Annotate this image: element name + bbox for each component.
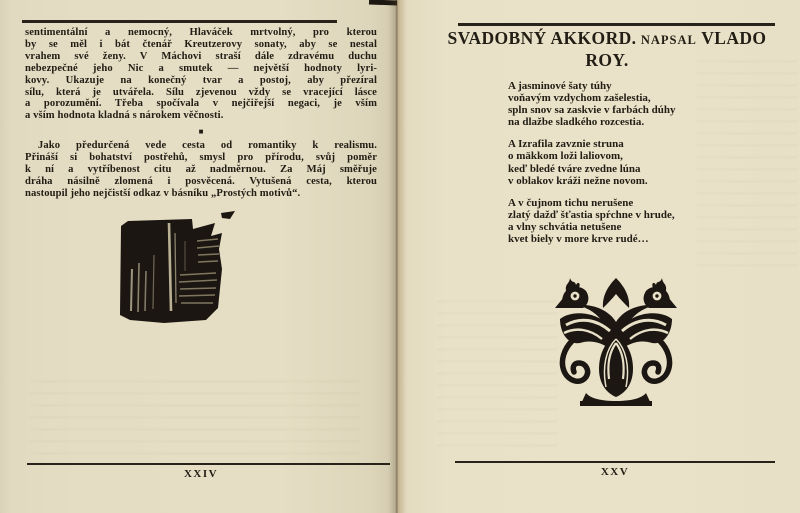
text-line: sentimentální a nemocný, Hlaváček mrtvolný, pro kterou [25,27,377,38]
right-page [397,0,800,513]
text-line: o mäkkom loži laliovom, [508,150,623,163]
right-bottom-rule [455,461,775,463]
text-line: keď bledé tváre zvedne lúna [508,162,641,175]
text-line: voňavým vzdychom zašelestia, [508,92,651,105]
right-page-number: XXV [600,466,630,478]
show-through-ghosting [437,300,557,450]
text-line: a porozumění. Třeba spočívala v nejčiřejší negaci, je vším [25,98,377,110]
text-line: nastoupil jeho nejčistší odkaz v básníku „Prostých motivů“. [25,187,301,199]
text-line: a vlny schvátia netušene [508,220,622,233]
text-line: dráha násilně zlomená i posvěcená. Vytušená cesta, kterou [25,175,377,187]
text-line: A jasminové šaty túhy [508,80,612,92]
left-top-rule [22,20,337,23]
poem-body [508,80,788,255]
left-page-number: XXIV [183,468,219,480]
scan-edge-mark [369,0,397,5]
left-paragraph-1 [25,27,377,122]
left-bottom-rule [27,463,390,465]
title-byline: NAPSAL [640,33,697,47]
text-line: k ní a vytříbenost citu až nadměrnou. Za Máj směřuje [25,163,377,175]
text-line: sílu, která je utvářela. Sílu zjevenou vždy se vracející lásce [25,86,377,98]
poem-stanza-3 [508,197,788,245]
title-author-last: ROY. [585,50,629,70]
poem-stanza-2 [508,138,788,186]
text-line: Přináší si bohatství postřehů, smysl pro přírodu, svůj poměr [25,151,377,163]
birds-vignette-ornament [555,276,677,414]
title-author-first: VLADO [701,28,767,48]
title-text: SVADOBNÝ AKKORD. [447,28,637,48]
woodcut-forest-illustration [117,211,239,333]
text-line: v oblakov kráži nežne novom. [508,174,648,187]
right-top-rule [458,23,775,26]
text-line: A v čujnom tichu nerušene [508,196,634,209]
text-line: kovy. Ukazuje na konečný tvar a postoj, aby přezíral [25,74,377,86]
text-line: zlatý dažď šťastia spŕchne v hrude, [508,208,675,221]
left-page [0,0,397,513]
left-paragraph-2 [25,140,377,200]
text-line: a vším hodnota kladná s nárokem věčnosti. [25,110,224,122]
poem-stanza-1 [508,80,788,128]
text-line: vrahem své ženy. V Máchovi straší dále zdravému duchu [25,50,377,62]
text-line: Jako předurčená vede cesta od romantiky k realismu. [38,140,377,151]
text-line: na dlažbe sladkého rozcestia. [508,116,645,129]
poem-title [437,28,777,72]
text-line: kvet biely v more krve rudé… [508,233,649,246]
show-through-ghosting [30,380,360,455]
text-line: spln snov sa zaskvie v farbách dúhy [508,104,676,117]
text-line: by se měl i bát čtenář Kreutzerovy sonaty, aby se nestal [25,38,377,50]
text-line: A Izrafila zavznie struna [508,138,624,151]
section-break-ornament: ■ [198,127,204,136]
text-line: nebezpečné jeho Nic a smutek — největší hodnoty lyri- [25,62,377,74]
